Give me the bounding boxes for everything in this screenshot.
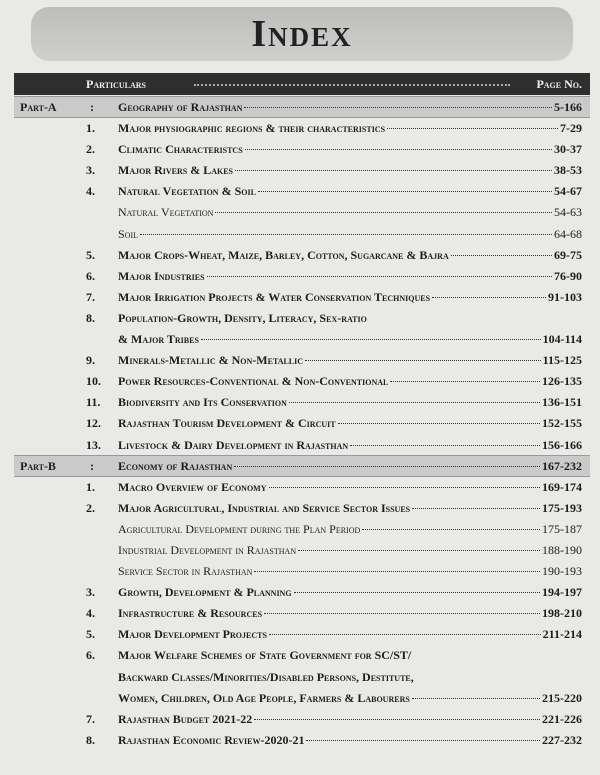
part-label: Part-B: [20, 458, 56, 473]
part-colon: :: [90, 458, 94, 473]
topic-row: [14, 623, 590, 644]
leader-dots: [350, 445, 540, 446]
topic-row: [14, 476, 590, 497]
leader-dots: [201, 339, 541, 340]
header-leader-dots: [194, 84, 510, 86]
topic-row: [14, 180, 590, 201]
topic-row: [14, 138, 590, 159]
topic-title: Livestock & Dairy Development in Rajasthan: [118, 437, 349, 452]
topic-number: 5.: [86, 627, 95, 642]
sub-topic-row: [14, 560, 590, 581]
topic-number: 9.: [86, 353, 95, 368]
part-title: Geography of Rajasthan: [118, 100, 243, 114]
topic-number: 12.: [86, 416, 101, 431]
topic-title: Major Irrigation Projects & Water Conservation Techniques: [118, 289, 431, 304]
sub-topic-row: [14, 223, 590, 244]
leader-dots: [264, 613, 540, 614]
page-range: 215-220: [542, 690, 582, 705]
topic-row: [14, 729, 590, 750]
page-range: 104-114: [542, 332, 582, 347]
leader-dots: [254, 571, 540, 572]
part-title: Economy of Rajasthan: [118, 458, 233, 473]
leader-dots: [245, 149, 552, 150]
page-range: 5-166: [554, 100, 582, 114]
topic-number: 10.: [86, 374, 101, 389]
topic-title: Rajasthan Economic Review-2020-21: [118, 732, 305, 747]
topic-row: [14, 602, 590, 623]
topic-number: 1.: [86, 121, 95, 136]
page-range: 221-226: [542, 711, 582, 726]
topic-title: Natural Vegetation & Soil: [118, 184, 256, 199]
topic-number: 4.: [86, 184, 95, 199]
leader-dots: [298, 550, 540, 551]
sub-topic-title: Industrial Development in Rajasthan: [118, 542, 297, 557]
topic-title: Major Rivers & Lakes: [118, 163, 234, 178]
topic-title: Infrastructure & Resources: [118, 606, 263, 621]
leader-dots: [412, 698, 540, 699]
page-range: 115-125: [542, 353, 582, 368]
sub-topic-title: Agricultural Development during the Plan Period: [118, 521, 361, 536]
sub-topic-row: [14, 539, 590, 560]
leader-dots: [390, 381, 540, 382]
leader-dots: [387, 128, 558, 129]
topic-number: 6.: [86, 268, 95, 283]
page-range: 76-90: [554, 268, 582, 283]
topic-text-block: [118, 311, 582, 353]
topic-row: [14, 434, 590, 455]
page-range: 156-166: [542, 437, 582, 452]
topic-line: [118, 648, 582, 669]
page-range: 175-193: [542, 500, 582, 515]
topic-row: [14, 117, 590, 138]
page-range: 7-29: [560, 121, 582, 136]
page-range: 167-232: [542, 458, 582, 473]
leader-dots: [234, 466, 540, 467]
page-range: 126-135: [542, 374, 582, 389]
part-colon: :: [90, 100, 94, 114]
leader-dots: [269, 487, 541, 488]
page-range: 91-103: [548, 289, 582, 304]
topic-title: Major Welfare Schemes of State Government for SC/ST/: [118, 648, 412, 663]
topic-row: [14, 412, 590, 433]
page-range: 188-190: [542, 542, 582, 557]
sub-topic-row: [14, 201, 590, 222]
topic-title: Power Resources-Conventional & Non-Conventional: [118, 374, 389, 389]
page-range: 30-37: [554, 142, 582, 157]
topic-number: 2.: [86, 142, 95, 157]
leader-dots: [140, 234, 552, 235]
page-title: Index: [251, 13, 353, 55]
page-range: 38-53: [554, 163, 582, 178]
leader-dots: [362, 529, 540, 530]
topic-title: Growth, Development & Planning: [118, 585, 292, 600]
topic-title: & Major Tribes: [118, 332, 199, 347]
topic-number: 6.: [86, 648, 95, 663]
topic-title: Biodiversity and Its Conservation: [118, 395, 287, 410]
page-range: 136-151: [542, 395, 582, 410]
topic-title: Major Agricultural, Industrial and Service Sector Issues: [118, 500, 411, 515]
page-range: 169-174: [542, 479, 582, 494]
sub-topic-row: [14, 518, 590, 539]
topic-row: [14, 244, 590, 265]
page-range: 198-210: [542, 606, 582, 621]
topic-line: [118, 670, 582, 691]
page-range: 64-68: [554, 226, 582, 241]
topic-title: Major Industries: [118, 268, 205, 283]
topic-number: 3.: [86, 585, 95, 600]
leader-dots: [432, 297, 546, 298]
topic-number: 11.: [86, 395, 101, 410]
page-range: 152-155: [542, 416, 582, 431]
section-divider: [14, 117, 590, 118]
topic-number: 1.: [86, 479, 95, 494]
topic-row: [14, 159, 590, 180]
topic-number: 2.: [86, 500, 95, 515]
page-range: 54-67: [554, 184, 582, 199]
topic-row: [14, 286, 590, 307]
leader-dots: [294, 592, 540, 593]
topic-row: [14, 349, 590, 370]
topic-row: [14, 391, 590, 412]
page-range: 227-232: [542, 732, 582, 747]
page-no-label: Page No.: [536, 77, 582, 91]
topic-title: Backward Classes/Minorities/Disabled Persons, Destitute,: [118, 669, 414, 684]
leader-dots: [305, 360, 541, 361]
topic-row: [14, 265, 590, 286]
topic-line: [118, 733, 582, 754]
topic-row: [14, 370, 590, 391]
topic-text-block: [118, 733, 582, 754]
section-divider: [14, 476, 590, 477]
sub-topic-title: Natural Vegetation: [118, 205, 214, 220]
leader-dots: [289, 402, 540, 403]
topic-row: [14, 581, 590, 602]
topic-title: Rajasthan Tourism Development & Circuit: [118, 416, 336, 431]
leader-dots: [338, 423, 540, 424]
sub-topic-title: Service Sector in Rajasthan: [118, 564, 253, 579]
topic-text-block: [118, 648, 582, 711]
leader-dots: [207, 276, 552, 277]
leader-dots: [244, 107, 552, 108]
topic-title: Major Crops-Wheat, Maize, Barley, Cotton, Sugarcane & Bajra: [118, 247, 449, 262]
topic-number: 8.: [86, 310, 95, 325]
topic-number: 5.: [86, 247, 95, 262]
topic-number: 7.: [86, 289, 95, 304]
index-list: [14, 96, 590, 750]
topic-number: 8.: [86, 732, 95, 747]
page-range: 194-197: [542, 585, 582, 600]
topic-title: Women, Children, Old Age People, Farmers & Labourers: [118, 690, 410, 705]
topic-title: Population-Growth, Density, Literacy, Sex-ratio: [118, 310, 367, 325]
topic-title: Macro Overview of Economy: [118, 479, 267, 494]
leader-dots: [254, 719, 540, 720]
leader-dots: [235, 170, 552, 171]
topic-number: 7.: [86, 711, 95, 726]
topic-row: [14, 708, 590, 729]
leader-dots: [258, 191, 552, 192]
page-range: 54-63: [554, 205, 582, 220]
topic-line: [118, 311, 582, 332]
topic-number: 4.: [86, 606, 95, 621]
part-heading-row: [14, 455, 590, 476]
leader-dots: [412, 508, 540, 509]
topic-title: Minerals-Metallic & Non-Metallic: [118, 353, 304, 368]
particulars-label: Particulars: [86, 77, 146, 91]
part-label: Part-A: [20, 100, 57, 114]
sub-topic-title: Soil: [118, 226, 139, 241]
page-range: 190-193: [542, 564, 582, 579]
topic-title: Rajasthan Budget 2021-22: [118, 711, 253, 726]
leader-dots: [269, 634, 541, 635]
section-divider: [14, 455, 590, 456]
leader-dots: [451, 255, 552, 256]
title-banner: [31, 7, 573, 61]
leader-dots: [215, 212, 552, 213]
topic-title: Climatic Characteristcs: [118, 142, 243, 157]
topic-row: [14, 497, 590, 518]
topic-row: [14, 307, 590, 349]
leader-dots: [306, 740, 540, 741]
page-range: 69-75: [554, 247, 582, 262]
index-header: [14, 73, 590, 95]
part-heading-row: [14, 96, 590, 117]
topic-title: Major Development Projects: [118, 627, 267, 642]
page-range: 211-214: [542, 627, 582, 642]
section-divider: [14, 96, 590, 97]
topic-number: 13.: [86, 437, 101, 452]
topic-title: Major physiographic regions & their characteristics: [118, 121, 386, 136]
page-range: 175-187: [542, 521, 582, 536]
topic-row: [14, 644, 590, 707]
topic-number: 3.: [86, 163, 95, 178]
